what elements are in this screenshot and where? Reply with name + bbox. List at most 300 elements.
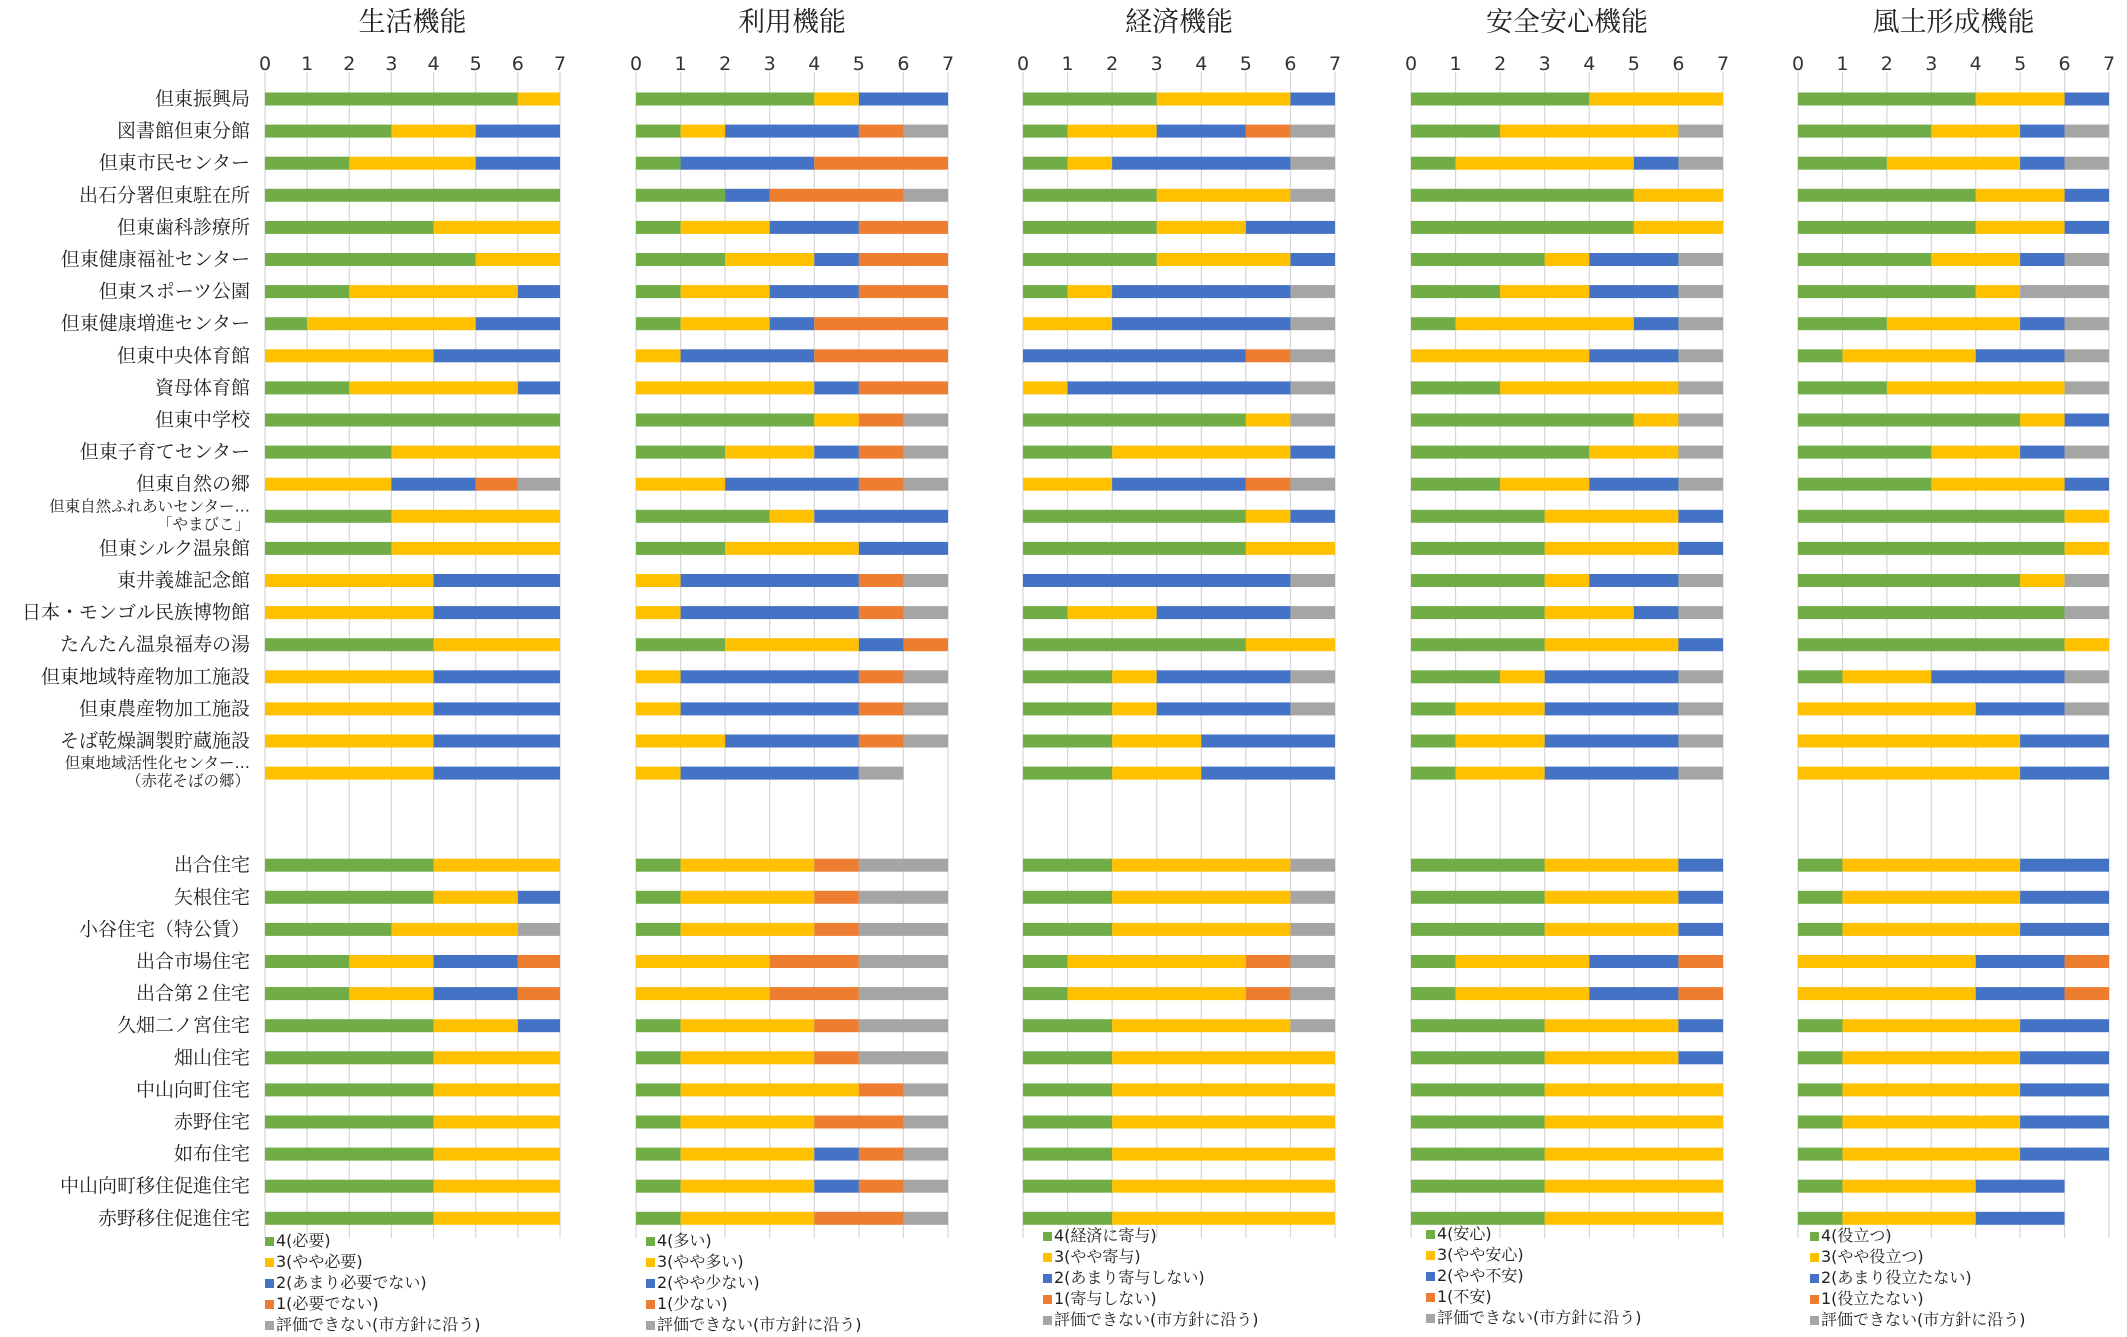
- category-label: 但東市民センター: [98, 152, 250, 175]
- bar-segment: [859, 735, 904, 748]
- bar-segment: [903, 478, 948, 491]
- x-tick-label: 0: [258, 53, 272, 75]
- bar-segment: [681, 767, 859, 780]
- bar-segment: [434, 767, 560, 780]
- bar-segment: [1976, 349, 2065, 362]
- bar-segment: [859, 606, 904, 619]
- bar-segment: [1246, 125, 1291, 138]
- legend-label: 1(必要でない): [276, 1294, 379, 1313]
- bar-segment: [265, 735, 434, 748]
- category-label: 但東健康増進センター: [60, 312, 250, 335]
- bar-segment: [434, 1212, 560, 1225]
- bar-segment: [1678, 735, 1723, 748]
- category-label: 日本・モンゴル民族博物館: [21, 601, 250, 624]
- bar-segment: [636, 574, 681, 587]
- bar-segment: [434, 670, 560, 683]
- bar-segment: [265, 606, 434, 619]
- bar-segment: [1246, 542, 1335, 555]
- bar-segment: [349, 157, 475, 170]
- bar-segment: [2065, 510, 2109, 523]
- bar-segment: [2020, 859, 2109, 872]
- bar-segment: [636, 414, 814, 427]
- bar-segment: [814, 157, 948, 170]
- bar-segment: [434, 987, 518, 1000]
- bar-segment: [1023, 574, 1290, 587]
- bar-segment: [1023, 381, 1068, 394]
- bar-segment: [1976, 221, 2065, 234]
- bar-segment: [1411, 125, 1500, 138]
- bar-segment: [1023, 859, 1112, 872]
- bar-segment: [1112, 767, 1201, 780]
- bar-segment: [476, 478, 518, 491]
- bar-segment: [1246, 349, 1291, 362]
- bar-segment: [1798, 317, 1887, 330]
- bar-segment: [2020, 1116, 2109, 1129]
- bar-segment: [2065, 670, 2109, 683]
- bar-segment: [1634, 414, 1679, 427]
- bar-segment: [2020, 285, 2109, 298]
- category-label: 但東自然の郷: [135, 473, 250, 496]
- bar-segment: [1157, 702, 1291, 715]
- bar-segment: [859, 285, 948, 298]
- bar-segment: [636, 638, 725, 651]
- bar-segment: [770, 510, 815, 523]
- bar-segment: [1290, 606, 1335, 619]
- bar-segment: [859, 1051, 948, 1064]
- category-label: 但東健康福祉センター: [60, 248, 250, 271]
- bar-segment: [1545, 1083, 1723, 1096]
- bar-segment: [1411, 93, 1589, 106]
- bar-segment: [391, 125, 475, 138]
- bar-segment: [814, 253, 859, 266]
- legend-label: 1(寄与しない): [1054, 1289, 1157, 1308]
- bar-segment: [636, 670, 681, 683]
- legend-swatch: [265, 1300, 274, 1309]
- bar-segment: [434, 859, 560, 872]
- bar-segment: [1678, 285, 1723, 298]
- bar-segment: [1023, 478, 1112, 491]
- bar-segment: [1246, 638, 1335, 651]
- bar-segment: [1068, 606, 1157, 619]
- category-label: 但東シルク温泉館: [98, 537, 250, 560]
- bar-segment: [1246, 955, 1291, 968]
- bar-segment: [1023, 317, 1112, 330]
- bar-segment: [1290, 189, 1335, 202]
- x-tick-label: 5: [469, 53, 482, 75]
- bar-segment: [859, 702, 904, 715]
- bar-segment: [2065, 478, 2109, 491]
- bar-segment: [1290, 157, 1335, 170]
- bar-segment: [2020, 891, 2109, 904]
- legend-swatch: [646, 1279, 655, 1288]
- bar-segment: [859, 478, 904, 491]
- bar-segment: [1023, 414, 1246, 427]
- bar-segment: [636, 446, 725, 459]
- bar-segment: [859, 955, 948, 968]
- bar-segment: [1411, 510, 1545, 523]
- bar-segment: [1545, 735, 1679, 748]
- bar-segment: [1411, 285, 1500, 298]
- panel-title: 利用機能: [738, 7, 846, 38]
- bar-segment: [1411, 638, 1545, 651]
- bar-segment: [1411, 670, 1500, 683]
- bar-segment: [434, 349, 560, 362]
- bar-segment: [2065, 446, 2109, 459]
- bar-segment: [265, 1148, 434, 1161]
- bar-segment: [1545, 702, 1679, 715]
- bar-segment: [1798, 1051, 1842, 1064]
- bar-segment: [1068, 285, 1113, 298]
- bar-segment: [1112, 702, 1157, 715]
- bar-segment: [265, 125, 391, 138]
- bar-segment: [1157, 93, 1291, 106]
- bar-segment: [1798, 221, 1976, 234]
- bar-segment: [681, 1148, 815, 1161]
- bar-segment: [265, 1116, 434, 1129]
- legend-label: 2(あまり寄与しない): [1054, 1268, 1205, 1287]
- x-tick-label: 3: [385, 53, 398, 75]
- bar-segment: [681, 1051, 815, 1064]
- bar-segment: [681, 923, 815, 936]
- bar-segment: [903, 1116, 948, 1129]
- panel-title: 風土形成機能: [1872, 7, 2035, 38]
- bar-segment: [725, 638, 859, 651]
- bar-segment: [1246, 987, 1291, 1000]
- legend-swatch: [1810, 1295, 1819, 1304]
- bar-segment: [1411, 891, 1545, 904]
- bar-segment: [1798, 670, 1842, 683]
- bar-segment: [1023, 670, 1112, 683]
- bar-segment: [2065, 253, 2109, 266]
- bar-segment: [518, 891, 560, 904]
- category-label: 東井義雄記念館: [116, 569, 250, 592]
- bar-segment: [636, 1180, 681, 1193]
- legend-label: 2(やや不安): [1437, 1266, 1524, 1285]
- bar-segment: [1411, 1180, 1545, 1193]
- legend-label: 4(経済に寄与): [1054, 1226, 1157, 1245]
- bar-segment: [814, 93, 859, 106]
- bar-segment: [1976, 1212, 2065, 1225]
- category-label: 但東地域活性化センター…: [64, 754, 250, 773]
- bar-segment: [1798, 349, 1842, 362]
- bar-segment: [1931, 125, 2020, 138]
- bar-segment: [859, 859, 948, 872]
- bar-segment: [1798, 285, 1976, 298]
- bar-segment: [770, 189, 904, 202]
- bar-segment: [1798, 542, 2065, 555]
- bar-segment: [1023, 189, 1157, 202]
- bar-segment: [636, 1212, 681, 1225]
- bar-segment: [1112, 446, 1290, 459]
- bar-segment: [1545, 767, 1679, 780]
- bar-segment: [2065, 157, 2109, 170]
- bar-segment: [1798, 414, 2020, 427]
- bar-segment: [1411, 349, 1589, 362]
- bar-segment: [1545, 253, 1590, 266]
- bar-segment: [1411, 987, 1456, 1000]
- bar-segment: [859, 670, 904, 683]
- bar-segment: [1798, 1116, 1842, 1129]
- bar-segment: [814, 317, 948, 330]
- bar-segment: [1068, 381, 1291, 394]
- bar-segment: [636, 221, 681, 234]
- bar-segment: [1678, 574, 1723, 587]
- bar-segment: [1023, 735, 1112, 748]
- bar-segment: [2020, 735, 2109, 748]
- bar-segment: [1411, 221, 1634, 234]
- bar-segment: [434, 574, 560, 587]
- bar-segment: [434, 221, 560, 234]
- bar-segment: [681, 1116, 815, 1129]
- category-label: 図書館但東分館: [116, 120, 250, 143]
- bar-segment: [1023, 285, 1068, 298]
- bar-segment: [903, 1148, 948, 1161]
- category-label: 中山向町移住促進住宅: [59, 1175, 250, 1198]
- bar-segment: [391, 478, 475, 491]
- bar-segment: [1798, 510, 2065, 523]
- bar-segment: [1931, 253, 2020, 266]
- bar-segment: [681, 1180, 815, 1193]
- bar-segment: [636, 987, 770, 1000]
- legend-swatch: [1043, 1295, 1052, 1304]
- bar-segment: [1678, 253, 1723, 266]
- bar-segment: [265, 414, 560, 427]
- bar-segment: [1798, 1180, 1842, 1193]
- bar-segment: [391, 510, 560, 523]
- bar-segment: [1456, 702, 1545, 715]
- bar-segment: [859, 923, 948, 936]
- category-label: 但東中央体育館: [116, 344, 250, 367]
- legend-swatch: [265, 1237, 274, 1246]
- bar-segment: [1456, 767, 1545, 780]
- bar-segment: [265, 670, 434, 683]
- bar-segment: [1545, 606, 1634, 619]
- bar-segment: [1112, 1116, 1335, 1129]
- bar-segment: [1290, 670, 1335, 683]
- bar-segment: [265, 1051, 434, 1064]
- bar-segment: [770, 221, 859, 234]
- bar-segment: [1290, 446, 1335, 459]
- bar-segment: [725, 125, 859, 138]
- bar-segment: [1842, 1083, 2020, 1096]
- legend-swatch: [265, 1321, 274, 1330]
- bar-segment: [1112, 670, 1157, 683]
- bar-segment: [1798, 859, 1842, 872]
- x-tick-label: 2: [1494, 53, 1507, 75]
- bar-segment: [636, 478, 725, 491]
- bar-segment: [265, 446, 391, 459]
- legend-label: 評価できない(市方針に沿う): [1821, 1310, 2026, 1329]
- bar-segment: [1023, 510, 1246, 523]
- category-label: 久畑二ノ宮住宅: [116, 1014, 250, 1037]
- bar-segment: [265, 1212, 434, 1225]
- x-tick-label: 1: [674, 53, 687, 75]
- bar-segment: [1545, 574, 1590, 587]
- bar-segment: [1411, 157, 1456, 170]
- bar-segment: [1023, 446, 1112, 459]
- bar-segment: [636, 349, 681, 362]
- legend-swatch: [646, 1237, 655, 1246]
- bar-segment: [725, 735, 859, 748]
- bar-segment: [1798, 1083, 1842, 1096]
- bar-segment: [1411, 317, 1456, 330]
- bar-segment: [903, 1212, 948, 1225]
- bar-segment: [1678, 702, 1723, 715]
- bar-segment: [1545, 1148, 1723, 1161]
- bar-segment: [1023, 891, 1112, 904]
- bar-segment: [681, 317, 770, 330]
- bar-segment: [1157, 670, 1291, 683]
- bar-segment: [434, 1019, 518, 1032]
- bar-segment: [1201, 735, 1335, 748]
- bar-segment: [265, 923, 391, 936]
- legend-label: 評価できない(市方針に沿う): [276, 1315, 481, 1334]
- bar-segment: [1976, 189, 2065, 202]
- bar-segment: [2020, 1148, 2109, 1161]
- bar-segment: [859, 93, 948, 106]
- bar-segment: [1545, 891, 1679, 904]
- category-label: 出合住宅: [173, 854, 250, 877]
- bar-segment: [1411, 1083, 1545, 1096]
- bar-segment: [1411, 1019, 1545, 1032]
- bar-segment: [681, 606, 859, 619]
- bar-segment: [265, 1019, 434, 1032]
- bar-segment: [476, 125, 560, 138]
- bar-segment: [636, 542, 725, 555]
- bar-segment: [1798, 1148, 1842, 1161]
- bar-segment: [1112, 1083, 1335, 1096]
- bar-segment: [636, 923, 681, 936]
- bar-segment: [1798, 955, 1976, 968]
- bar-segment: [476, 157, 560, 170]
- bar-segment: [859, 987, 948, 1000]
- bar-segment: [1411, 189, 1634, 202]
- bar-segment: [1678, 606, 1723, 619]
- bar-segment: [265, 638, 434, 651]
- bar-segment: [265, 1083, 434, 1096]
- bar-segment: [1589, 446, 1678, 459]
- bar-segment: [636, 157, 681, 170]
- bar-segment: [265, 891, 434, 904]
- bar-segment: [814, 510, 948, 523]
- bar-segment: [1798, 1019, 1842, 1032]
- bar-segment: [265, 542, 391, 555]
- bar-segment: [476, 253, 560, 266]
- bar-segment: [2065, 317, 2109, 330]
- bar-segment: [1456, 987, 1590, 1000]
- bar-segment: [903, 414, 948, 427]
- x-tick-label: 7: [2102, 53, 2116, 75]
- bar-segment: [1023, 1212, 1112, 1225]
- bar-segment: [1634, 317, 1679, 330]
- legend-label: 3(やや寄与): [1054, 1247, 1141, 1266]
- bar-segment: [636, 253, 725, 266]
- bar-segment: [1678, 414, 1723, 427]
- bar-segment: [1798, 923, 1842, 936]
- legend-label: 3(やや必要): [276, 1252, 363, 1271]
- bar-segment: [2065, 574, 2109, 587]
- bar-segment: [1798, 125, 1931, 138]
- bar-segment: [636, 189, 725, 202]
- bar-segment: [2065, 414, 2109, 427]
- bar-segment: [2065, 349, 2109, 362]
- bar-segment: [434, 606, 560, 619]
- bar-segment: [434, 1180, 560, 1193]
- bar-segment: [859, 221, 948, 234]
- bar-segment: [1500, 670, 1545, 683]
- bar-segment: [1023, 1116, 1112, 1129]
- bar-segment: [725, 189, 770, 202]
- bar-segment: [1589, 93, 1723, 106]
- bar-segment: [1023, 987, 1068, 1000]
- bar-segment: [307, 317, 476, 330]
- category-label: 出石分署但東駐在所: [78, 184, 250, 207]
- bar-segment: [1157, 253, 1291, 266]
- bar-segment: [265, 285, 349, 298]
- x-tick-label: 4: [427, 53, 440, 75]
- bar-segment: [434, 1116, 560, 1129]
- category-label: 赤野住宅: [173, 1111, 250, 1133]
- panel-title: 安全安心機能: [1486, 7, 1648, 38]
- bar-segment: [1456, 317, 1634, 330]
- x-tick-label: 5: [2014, 53, 2027, 75]
- bar-segment: [636, 1083, 681, 1096]
- bar-segment: [1500, 381, 1678, 394]
- legend-swatch: [1043, 1232, 1052, 1241]
- x-tick-label: 6: [1284, 53, 1297, 75]
- bar-segment: [814, 1148, 859, 1161]
- x-tick-label: 5: [1239, 53, 1252, 75]
- bar-segment: [681, 1083, 859, 1096]
- bar-segment: [391, 923, 517, 936]
- bar-segment: [1798, 735, 2020, 748]
- legend-label: 1(不安): [1437, 1287, 1492, 1306]
- legend-swatch: [1426, 1251, 1435, 1260]
- bar-segment: [636, 891, 681, 904]
- bar-segment: [681, 349, 815, 362]
- bar-segment: [1290, 987, 1335, 1000]
- bar-segment: [1290, 414, 1335, 427]
- bar-segment: [1798, 638, 2065, 651]
- bar-segment: [1678, 510, 1723, 523]
- x-tick-label: 2: [343, 53, 356, 75]
- bar-segment: [1798, 446, 1931, 459]
- bar-segment: [265, 478, 391, 491]
- category-label: 中山向町住宅: [135, 1078, 250, 1101]
- legend-label: 2(あまり必要でない): [276, 1273, 427, 1292]
- bar-segment: [1931, 446, 2020, 459]
- bar-segment: [2065, 606, 2109, 619]
- bar-segment: [903, 446, 948, 459]
- bar-segment: [1545, 1051, 1679, 1064]
- bar-segment: [859, 1148, 904, 1161]
- legend-swatch: [1426, 1272, 1435, 1281]
- bar-segment: [1678, 891, 1723, 904]
- bar-segment: [518, 987, 560, 1000]
- x-tick-label: 1: [1836, 53, 1849, 75]
- bar-segment: [1112, 317, 1290, 330]
- bar-segment: [1112, 923, 1290, 936]
- category-label: 矢根住宅: [173, 886, 250, 909]
- legend-swatch: [646, 1321, 655, 1330]
- bar-segment: [1023, 1180, 1112, 1193]
- bar-segment: [1589, 478, 1678, 491]
- bar-segment: [1411, 478, 1500, 491]
- legend-swatch: [1426, 1230, 1435, 1239]
- category-label: たんたん温泉福寿の湯: [59, 633, 250, 656]
- bar-segment: [518, 923, 560, 936]
- bar-segment: [814, 1180, 859, 1193]
